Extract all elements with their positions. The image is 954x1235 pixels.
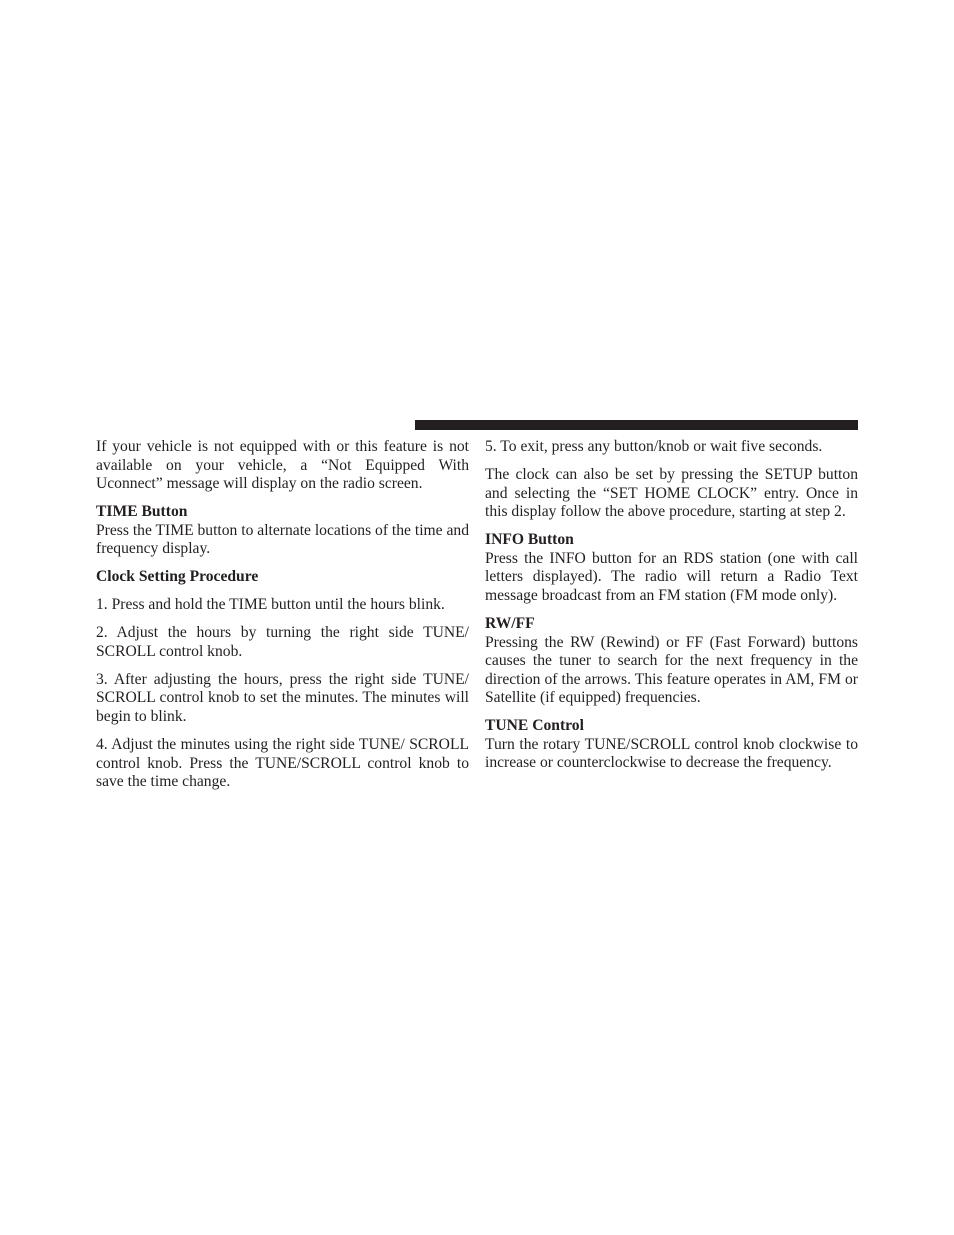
section-header-bar — [415, 420, 858, 430]
intro-paragraph: If your vehicle is not equipped with or this feature is not available on your vehicle, a “Not Equipped With Uconnect” message will display on the radio screen. — [96, 438, 469, 493]
rw-ff-description: Pressing the RW (Rewind) or FF (Fast Forward) buttons causes the tuner to search for the next frequency in the direction of the arrows. This feature operates in AM, FM or Satellite (if equipped) frequencies. — [485, 633, 858, 707]
clock-step-5: 5. To exit, press any button/knob or wait five seconds. — [485, 438, 823, 455]
clock-setting-heading: Clock Setting Procedure — [96, 568, 259, 586]
rw-ff-heading: RW/FF — [485, 614, 535, 632]
right-column — [485, 438, 858, 782]
info-button-heading: INFO Button — [485, 531, 574, 549]
clock-step-3: 3. After adjusting the hours, press the right side TUNE/ SCROLL control knob to set the minutes. The minutes will begin to blink. — [96, 670, 469, 726]
time-button-heading: TIME Button — [96, 503, 188, 521]
clock-step-1: 1. Press and hold the TIME button until the hours blink. — [96, 596, 445, 614]
clock-step-2: 2. Adjust the hours by turning the right side TUNE/ SCROLL control knob. — [96, 624, 469, 660]
info-button-description: Press the INFO button for an RDS station (one with call letters displayed). The radio will return a Radio Text message broadcast from an FM station (FM mode only). — [485, 549, 858, 604]
tune-control-heading: TUNE Control — [485, 717, 584, 735]
left-column — [96, 438, 469, 801]
tune-control-description: Turn the rotary TUNE/SCROLL control knob clockwise to increase or counterclockwise to decrease the frequency. — [485, 735, 858, 772]
setup-clock-note: The clock can also be set by pressing the SETUP button and selecting the “SET HOME CLOCK” entry. Once in this display follow the above procedure, starting at step 2. — [485, 465, 858, 521]
clock-step-4: 4. Adjust the minutes using the right side TUNE/ SCROLL control knob. Press the TUNE/SCROLL control knob to save the time change. — [96, 736, 469, 791]
time-button-description: Press the TIME button to alternate locations of the time and frequency display. — [96, 521, 470, 558]
